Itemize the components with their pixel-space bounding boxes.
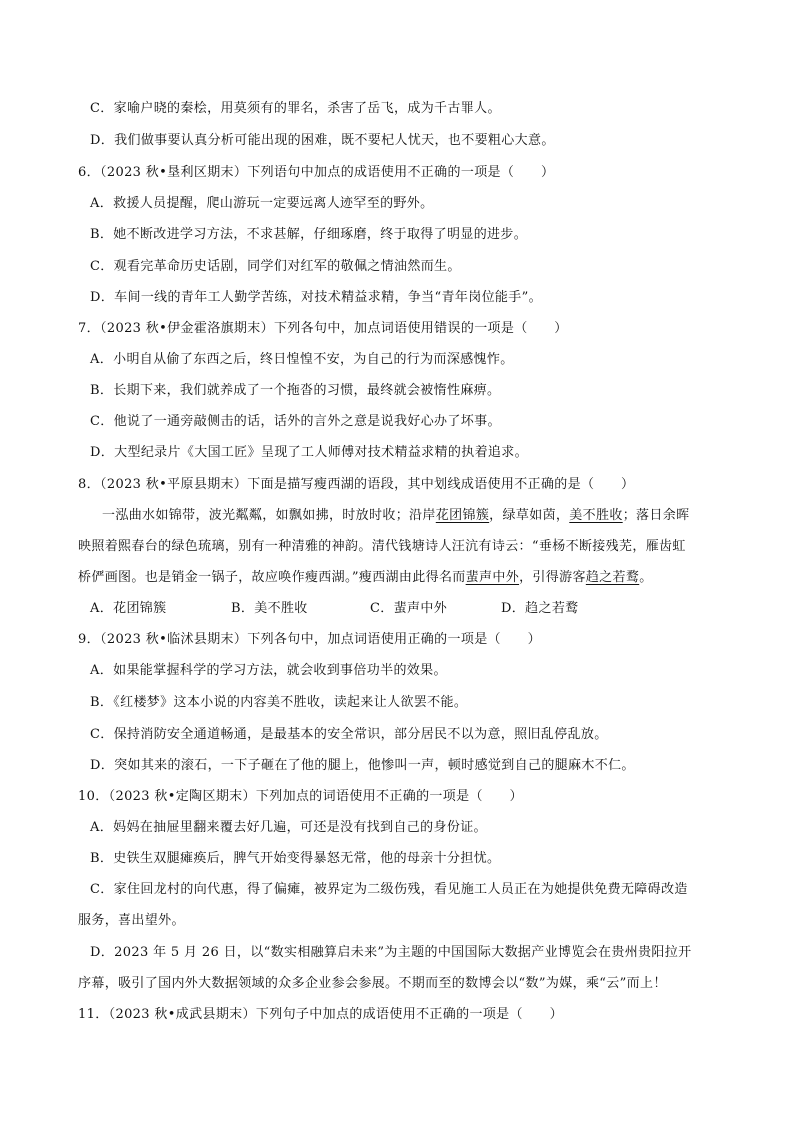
- q10-option-c: C．家住回龙村的向代惠，得了偏瘫，被界定为二级伤残，看见施工人员正在为她提供免费无障碍改造: [90, 882, 688, 897]
- q7-option-d: D．大型纪录片《大国工匠》呈现了工人师傅对技术精益求精的执着追求。: [90, 445, 528, 460]
- q8-option-a: A．花团锦簇: [90, 601, 167, 616]
- q6-option-a: A．救援人员提醒，爬山游玩一定要远离人迹罕至的野外。: [90, 196, 434, 211]
- question-10-stem: 10．（2023 秋•定陶区期末）下列加点的词语使用不正确的一项是（ ）: [78, 789, 523, 804]
- q8-underlined-idiom: 花团锦簇: [435, 508, 490, 523]
- q9-option-a: A．如果能掌握科学的学习方法，就会收到事倍功半的效果。: [90, 663, 447, 678]
- q8-option-d: D．趋之若鹜: [501, 601, 579, 616]
- q10-option-d: D．2023 年 5 月 26 日，以“数实相融算启未来”为主题的中国国际大数据产业博览会在贵州贵阳拉开: [90, 945, 692, 960]
- q8-passage-text: 桥俨画图。也是销金一锅子，故应唤作瘦西湖。”瘦西湖由此得名而: [78, 570, 466, 585]
- q8-passage-text: ，引得游客: [519, 570, 586, 585]
- q9-option-b: B．《红楼梦》这本小说的内容美不胜收，读起来让人欲罢不能。: [90, 695, 468, 710]
- q8-underlined-idiom: 蜚声中外: [465, 570, 520, 585]
- q6-option-b: B．她不断改进学习方法，不求甚解，仔细琢磨，终于取得了明显的进步。: [90, 227, 528, 242]
- q8-underlined-idiom: 趋之若鹜: [585, 570, 640, 585]
- q8-passage-line-2: 映照着熙春台的绿色琉璃，别有一种清雅的神韵。清代钱塘诗人汪沆有诗云：“垂杨不断接残芜，雁齿虹: [78, 539, 686, 554]
- q5-option-c: C．家喻户晓的秦桧，用莫须有的罪名，杀害了岳飞，成为千古罪人。: [90, 101, 501, 116]
- q10-option-a: A．妈妈在抽屉里翻来覆去好几遍，可还是没有找到自己的身份证。: [90, 820, 487, 835]
- q8-passage-text: ；落日余晖: [622, 508, 690, 523]
- q8-passage-text: ，绿草如茵，: [489, 508, 570, 523]
- q8-option-b: B．美不胜收: [231, 601, 308, 616]
- q10-option-b: B．史铁生双腿瘫痪后，脾气开始变得暴怒无常，他的母亲十分担忧。: [90, 851, 501, 866]
- q8-passage-text: 。: [639, 570, 653, 585]
- q9-option-c: C．保持消防安全通道畅通，是最基本的安全常识，部分居民不以为意，照旧乱停乱放。: [90, 727, 608, 742]
- question-8-stem: 8．（2023 秋•平原县期末）下面是描写瘦西湖的语段，其中划线成语使用不正确的是（ ）: [78, 477, 635, 492]
- q8-passage-line-1: [102, 507, 689, 525]
- q8-underlined-idiom: 美不胜收: [569, 508, 623, 523]
- q6-option-c: C．观看完革命历史话剧，同学们对红军的敬佩之情油然而生。: [90, 259, 461, 274]
- q8-passage-line-3: [78, 569, 653, 587]
- q10-option-c-continued: 服务，喜出望外。: [78, 913, 185, 928]
- q7-option-b: B．长期下来，我们就养成了一个拖沓的习惯，最终就会被惰性麻痹。: [90, 383, 501, 398]
- q8-passage-text: 一泓曲水如锦带，波光粼粼，如飘如拂，时放时收；沿岸: [102, 508, 436, 523]
- q5-option-d: D．我们做事要认真分析可能出现的困难，既不要杞人忧天，也不要粗心大意。: [90, 133, 555, 148]
- question-7-stem: 7．（2023 秋•伊金霍洛旗期末）下列各句中，加点词语使用错误的一项是（ ）: [78, 321, 568, 336]
- q8-option-c: C．蜚声中外: [370, 601, 448, 616]
- question-6-stem: 6．（2023 秋•垦利区期末）下列语句中加点的成语使用不正确的一项是（ ）: [78, 165, 555, 180]
- q9-option-d: D．突如其来的滚石，一下子砸在了他的腿上，他惨叫一声，顿时感觉到自己的腿麻木不仁。: [90, 758, 635, 773]
- q7-option-a: A．小明自从偷了东西之后，终日惶惶不安，为自己的行为而深感愧怍。: [90, 352, 514, 367]
- question-11-stem: 11．（2023 秋•成武县期末）下列句子中加点的成语使用不正确的一项是（ ）: [78, 1007, 563, 1022]
- question-9-stem: 9．（2023 秋•临沭县期末）下列各句中，加点词语使用正确的一项是（ ）: [78, 632, 541, 647]
- q10-option-d-continued: 序幕，吸引了国内外大数据领域的众多企业参会参展。不期而至的数博会以“数”为媒，乘“云”而上！: [78, 976, 667, 991]
- q7-option-c: C．他说了一通旁敲侧击的话，话外的言外之意是说我好心办了坏事。: [90, 414, 501, 429]
- q6-option-d: D．车间一线的青年工人勤学苦练，对技术精益求精，争当“青年岗位能手”。: [90, 290, 542, 305]
